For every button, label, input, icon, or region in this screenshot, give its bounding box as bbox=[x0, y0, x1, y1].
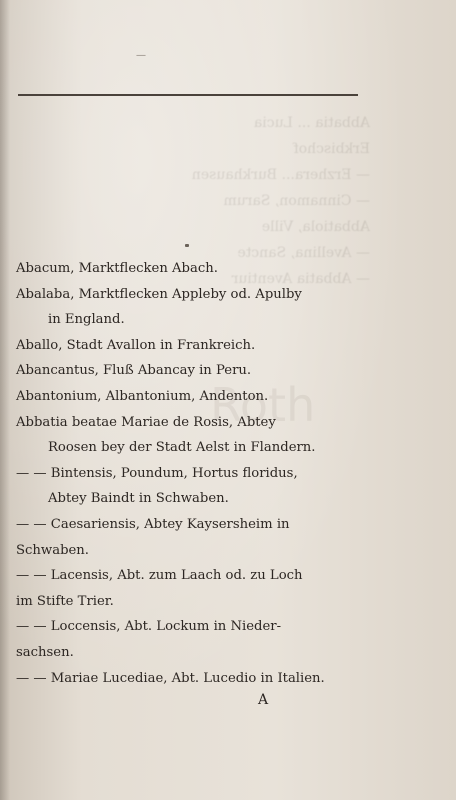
ornament-dot bbox=[185, 244, 189, 247]
bleed-line: Abbatiola, Ville bbox=[261, 219, 370, 235]
entry-line: Abbatia beatae Mariae de Rosis, Abtey bbox=[16, 414, 276, 430]
entry-line: — — Caesariensis, Abtey Kaysersheim in bbox=[16, 516, 290, 532]
entry-line: — — Lacensis, Abt. zum Laach od. zu Loch bbox=[16, 568, 303, 584]
watermark: Roth bbox=[210, 378, 316, 432]
entry-line: — — Mariae Lucediae, Abt. Lucedio in Italien. bbox=[16, 670, 325, 686]
entry-line: Schwaben. bbox=[16, 542, 89, 558]
entry-line: Abalaba, Marktflecken Appleby od. Apulby bbox=[16, 286, 302, 302]
catchword: A bbox=[258, 692, 269, 708]
entry-line: sachsen. bbox=[16, 644, 74, 660]
bleed-line: — Avellina, Sancte bbox=[237, 245, 370, 261]
entry-line: Abancantus, Fluß Abancay in Peru. bbox=[16, 363, 252, 379]
entry-line: Aballo, Stadt Avallon in Frankreich. bbox=[16, 337, 256, 353]
bleed-line: — Cinnamon, Sarum bbox=[223, 193, 370, 209]
entry-line: — — Bintensis, Poundum, Hortus floridus, bbox=[16, 465, 298, 481]
bleed-line: — Abbatia Aventiur bbox=[231, 271, 370, 287]
header-mark: — bbox=[136, 50, 146, 61]
dictionary-entries bbox=[16, 256, 366, 691]
bleed-line: — Erzhera... Burkhausen bbox=[191, 167, 370, 183]
entry-line: Abacum, Marktflecken Abach. bbox=[16, 261, 218, 276]
entry-line: Roosen bey der Stadt Aelst in Flandern. bbox=[48, 440, 316, 456]
bleed-line: Erkbischof bbox=[293, 141, 370, 157]
entry-line: Abantonium, Albantonium, Andenton. bbox=[16, 388, 269, 404]
page-gutter-shadow bbox=[0, 0, 10, 800]
entry-line: — — Loccensis, Abt. Lockum in Nieder- bbox=[16, 619, 282, 635]
entry-line: im Stifte Trier. bbox=[16, 593, 114, 609]
entry-line: in England. bbox=[48, 312, 125, 328]
bleed-line: Abbatia ... Lucia bbox=[253, 115, 370, 131]
entry-line: Abtey Baindt in Schwaben. bbox=[48, 491, 229, 507]
header-rule bbox=[18, 94, 358, 96]
